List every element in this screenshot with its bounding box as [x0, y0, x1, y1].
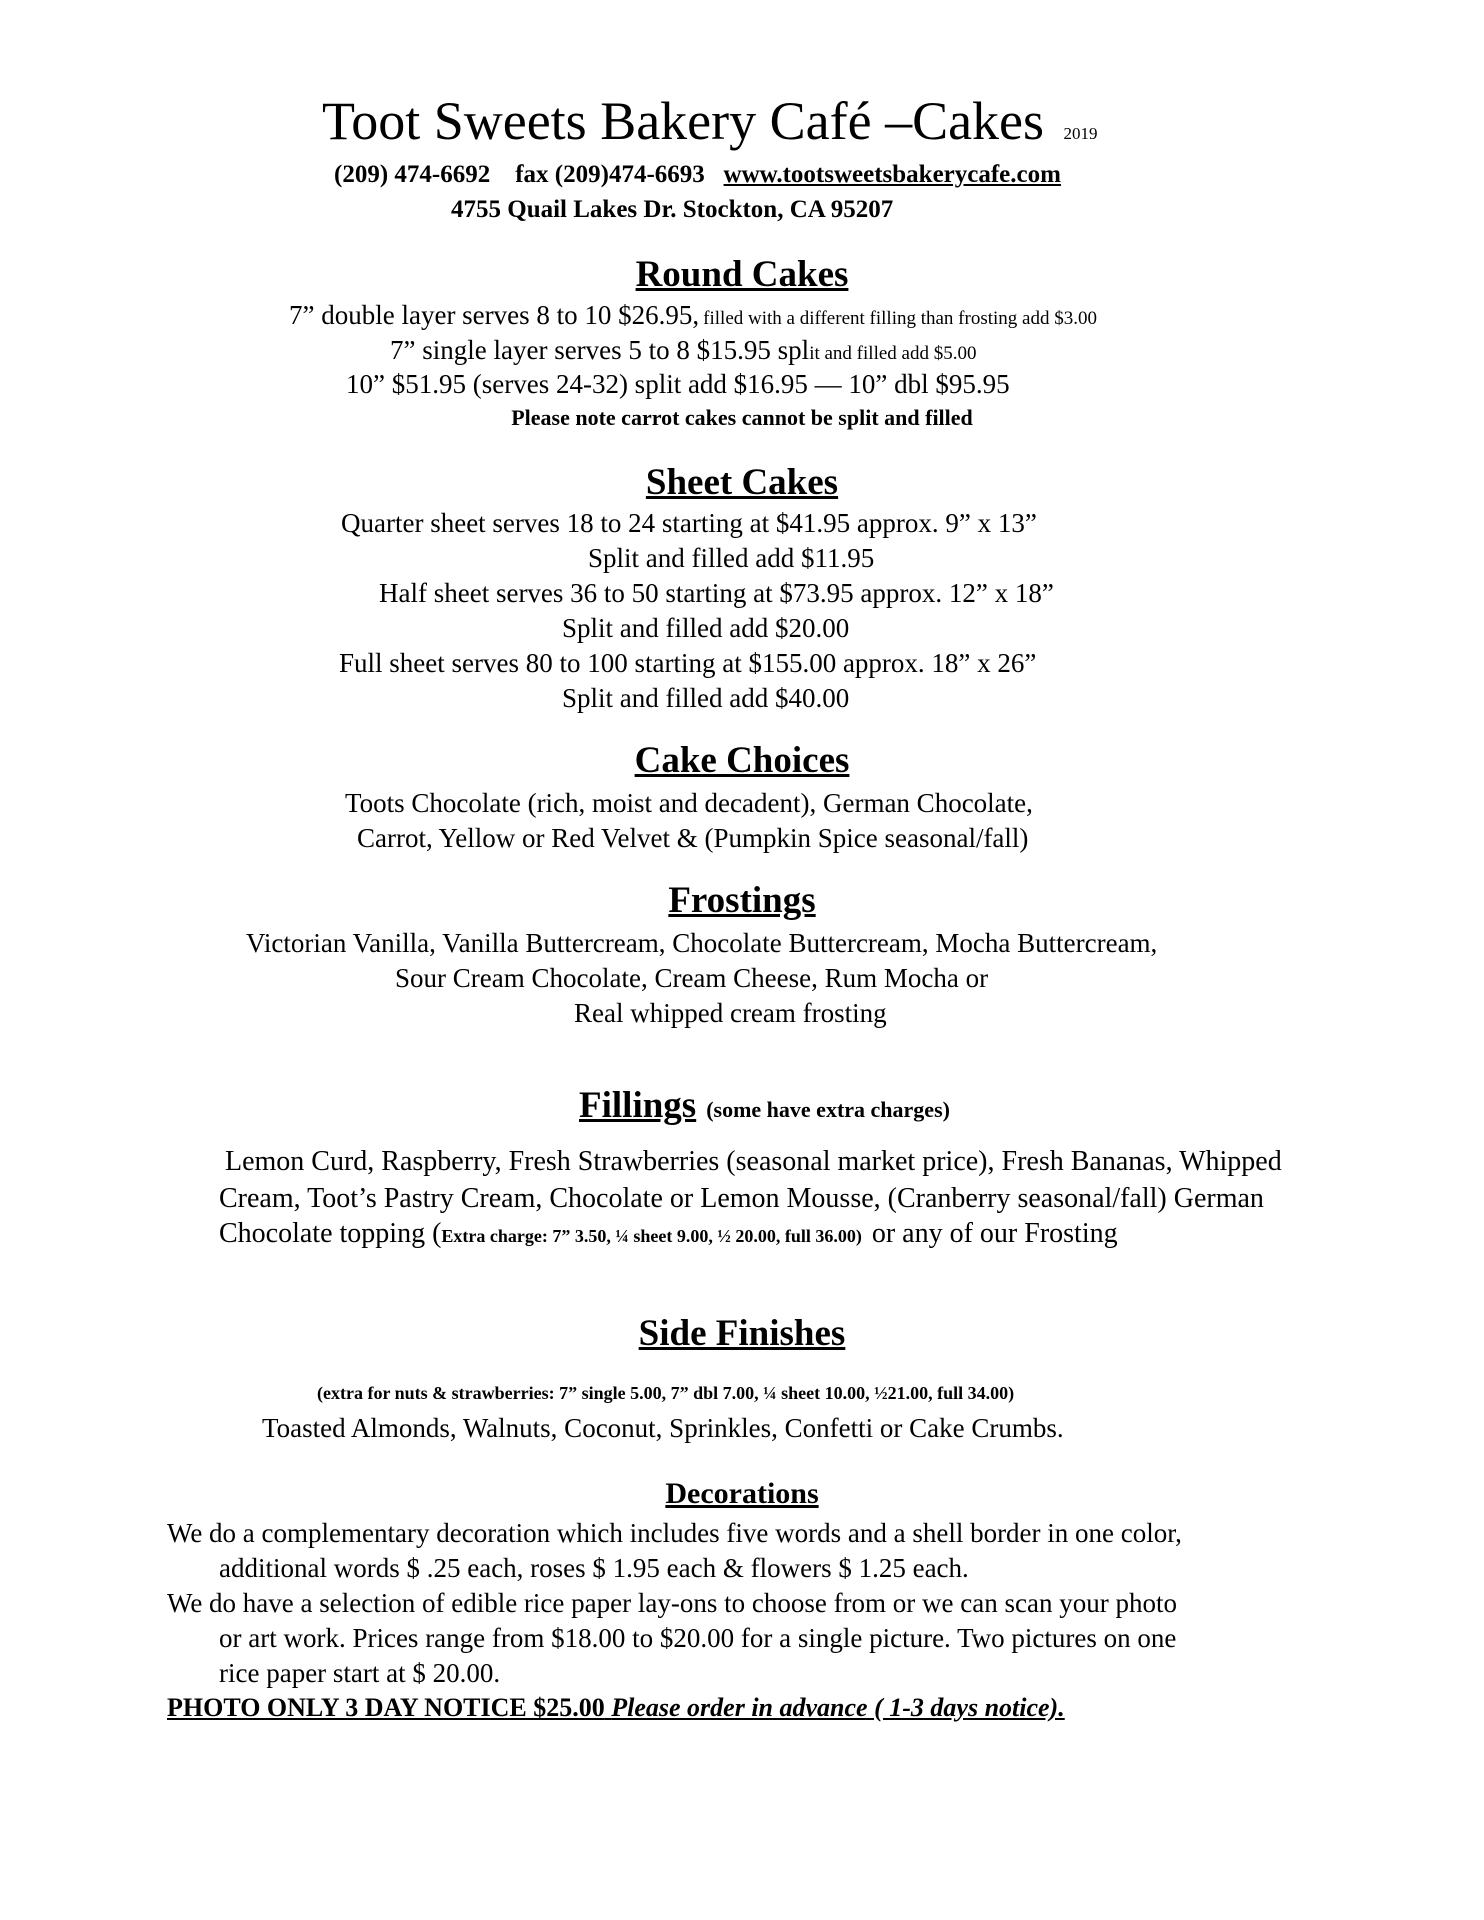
phone-number: (209) 474-6692: [334, 161, 491, 188]
sheet-cakes-line: Split and filled add $20.00: [562, 613, 850, 643]
title-year: 2019: [1063, 124, 1098, 143]
contact-line: [334, 162, 1061, 187]
website-link[interactable]: www.tootsweetsbakerycafe.com: [723, 161, 1061, 188]
sheet-cakes-heading: Sheet Cakes: [645, 462, 839, 503]
cake-choices-line: Carrot, Yellow or Red Velvet & (Pumpkin Spice seasonal/fall): [357, 823, 1029, 853]
side-finishes-note: (extra for nuts & strawberries: 7” single 5.00, 7” dbl 7.00, ¼ sheet 10.00, ½21.00, full 34.00): [317, 1383, 1015, 1403]
photo-notice: PHOTO ONLY 3 DAY NOTICE $25.00: [167, 1693, 605, 1722]
sheet-cakes-line: Half sheet serves 36 to 50 starting at $73.95 approx. 12” x 18”: [379, 578, 1054, 608]
page-title: [322, 91, 1098, 151]
round-cakes-line-1: 7” double layer serves 8 to 10 $26.95, filled with a different filling than frosting add $3.00: [289, 300, 1097, 330]
cake-choices-line: Toots Chocolate (rich, moist and decadent), German Chocolate,: [345, 788, 1033, 818]
address: 4755 Quail Lakes Dr. Stockton, CA 95207: [451, 196, 894, 223]
fillings-line-1: Lemon Curd, Raspberry, Fresh Strawberries (seasonal market price), Fresh Bananas, Whipped: [225, 1146, 1282, 1177]
fillings-heading-row: [579, 1087, 950, 1124]
order-notice: Please order in advance ( 1-3 days notice).: [611, 1693, 1065, 1722]
sheet-cakes-line: Split and filled add $11.95: [588, 543, 875, 573]
order-notice-line: [167, 1695, 1065, 1721]
fillings-heading: Fillings: [579, 1085, 697, 1126]
fax-number: fax (209)474-6693: [515, 161, 705, 188]
frostings-heading: Frostings: [668, 880, 816, 921]
frostings-line: Victorian Vanilla, Vanilla Buttercream, Chocolate Buttercream, Mocha Buttercream,: [246, 928, 1158, 958]
decorations-line: additional words $ .25 each, roses $ 1.95 each & flowers $ 1.25 each.: [219, 1553, 969, 1583]
round-cakes-line-2: 7” single layer serves 5 to 8 $15.95 split and filled add $5.00: [390, 335, 977, 365]
side-finishes-line: Toasted Almonds, Walnuts, Coconut, Sprinkles, Confetti or Cake Crumbs.: [262, 1413, 1064, 1443]
sheet-cakes-line: Quarter sheet serves 18 to 24 starting at $41.95 approx. 9” x 13”: [341, 508, 1037, 538]
decorations-line: We do have a selection of edible rice paper lay-ons to choose from or we can scan your photo: [167, 1588, 1177, 1618]
decorations-line: or art work. Prices range from $18.00 to $20.00 for a single picture. Two pictures on one: [219, 1623, 1177, 1653]
frostings-line: Sour Cream Chocolate, Cream Cheese, Rum Mocha or: [395, 963, 989, 993]
fillings-line-3: Chocolate topping (Extra charge: 7” 3.50, ¼ sheet 9.00, ½ 20.00, full 36.00) or any of our Frosting: [219, 1218, 1118, 1249]
cake-choices-heading: Cake Choices: [634, 740, 850, 781]
round-cakes-line-3: 10” $51.95 (serves 24-32) split add $16.95 — 10” dbl $95.95: [346, 369, 1010, 399]
frostings-line: Real whipped cream frosting: [574, 998, 887, 1028]
sheet-cakes-line: Full sheet serves 80 to 100 starting at $155.00 approx. 18” x 26”: [339, 648, 1037, 678]
sheet-cakes-line: Split and filled add $40.00: [562, 683, 850, 713]
side-finishes-heading: Side Finishes: [638, 1313, 846, 1354]
decorations-line: rice paper start at $ 20.00.: [219, 1658, 501, 1688]
decorations-heading: Decorations: [665, 1477, 819, 1510]
decorations-line: We do a complementary decoration which includes five words and a shell border in one color,: [167, 1518, 1182, 1548]
title-text: Toot Sweets Bakery Café –Cakes: [322, 91, 1045, 151]
round-cakes-heading: Round Cakes: [635, 254, 849, 295]
fillings-line-2: Cream, Toot’s Pastry Cream, Chocolate or Lemon Mousse, (Cranberry seasonal/fall) German: [219, 1183, 1264, 1214]
carrot-cake-note: Please note carrot cakes cannot be split and filled: [511, 405, 973, 430]
fillings-subheading: (some have extra charges): [706, 1097, 950, 1122]
